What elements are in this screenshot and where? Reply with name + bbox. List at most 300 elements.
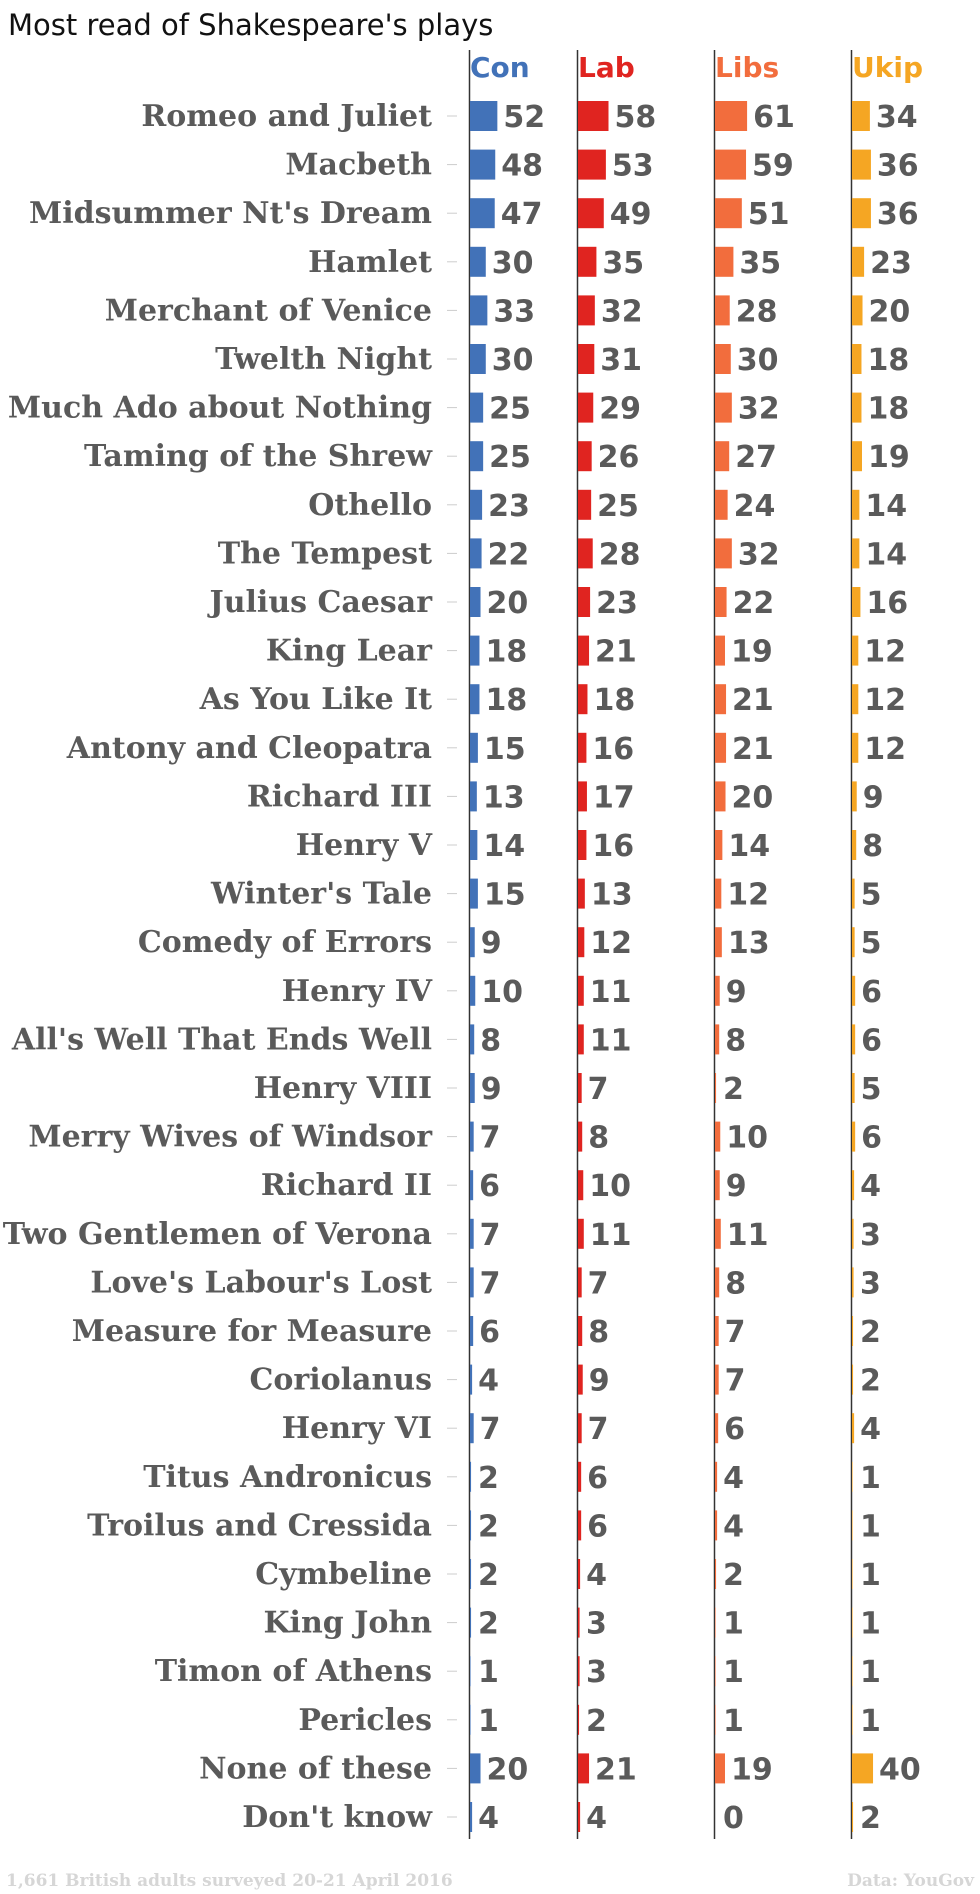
data-label-libs: 22 xyxy=(732,586,775,621)
data-label-ukip: 20 xyxy=(868,294,911,330)
bar-lab xyxy=(578,1608,580,1638)
bar-ukip xyxy=(852,490,859,520)
data-label-con: 13 xyxy=(482,780,525,816)
category-label: Measure for Measure xyxy=(71,1314,432,1349)
data-label-lab: 18 xyxy=(593,683,636,719)
data-label-libs: 1 xyxy=(723,1655,744,1691)
bar-libs xyxy=(715,393,732,423)
bar-lab xyxy=(578,1510,581,1540)
bar-libs xyxy=(715,781,726,811)
data-label-libs: 8 xyxy=(725,1266,747,1302)
data-label-ukip: 1 xyxy=(860,1558,881,1593)
category-label: Henry VIII xyxy=(253,1071,432,1106)
data-label-con: 1 xyxy=(478,1655,499,1691)
category-label: Coriolanus xyxy=(249,1362,432,1398)
data-label-ukip: 16 xyxy=(866,586,909,621)
bar-lab xyxy=(578,247,596,277)
bar-ukip xyxy=(852,198,871,228)
data-label-con: 15 xyxy=(483,877,526,913)
category-label: All's Well That Ends Well xyxy=(11,1022,432,1058)
bar-lab xyxy=(578,1705,579,1735)
bar-lab xyxy=(578,1802,580,1832)
bar-lab xyxy=(578,1267,582,1297)
bar-ukip xyxy=(852,1219,854,1249)
data-label-libs: 13 xyxy=(727,926,770,962)
data-label-lab: 2 xyxy=(586,1703,607,1739)
category-label: Timon of Athens xyxy=(154,1654,432,1690)
category-label: As You Like It xyxy=(199,682,432,718)
bar-con xyxy=(470,976,475,1006)
data-label-ukip: 14 xyxy=(865,488,908,524)
data-label-lab: 25 xyxy=(597,488,639,524)
data-label-con: 6 xyxy=(479,1169,501,1205)
data-label-con: 47 xyxy=(500,197,543,233)
bar-con xyxy=(470,1024,474,1054)
data-label-ukip: 36 xyxy=(876,197,919,233)
bar-lab xyxy=(578,1656,580,1686)
bar-con xyxy=(470,1559,471,1589)
bar-ukip xyxy=(852,976,855,1006)
data-label-ukip: 6 xyxy=(861,1120,883,1156)
bar-ukip xyxy=(852,1802,853,1832)
bar-libs xyxy=(715,976,720,1006)
bar-con xyxy=(470,1073,475,1103)
bar-con xyxy=(470,636,479,666)
data-label-con: 2 xyxy=(478,1558,499,1593)
data-label-con: 20 xyxy=(486,586,529,621)
bar-libs xyxy=(715,1122,720,1152)
bar-ukip xyxy=(852,1559,853,1589)
data-label-libs: 4 xyxy=(723,1460,744,1496)
bar-libs xyxy=(715,879,721,909)
bar-ukip xyxy=(852,1316,853,1346)
bar-libs xyxy=(715,441,729,471)
bar-libs xyxy=(715,1267,719,1297)
party-headers xyxy=(470,51,923,84)
bar-con xyxy=(470,1316,473,1346)
data-label-libs: 20 xyxy=(731,780,774,816)
category-label: Henry VI xyxy=(281,1411,432,1447)
category-label: Midsummer Nt's Dream xyxy=(29,196,432,232)
data-label-lab: 12 xyxy=(590,926,633,962)
data-label-lab: 16 xyxy=(592,829,635,864)
data-label-ukip: 1 xyxy=(860,1460,881,1496)
bar-lab xyxy=(578,441,592,471)
data-label-libs: 21 xyxy=(732,731,774,767)
bar-ukip xyxy=(852,1024,855,1054)
data-label-con: 2 xyxy=(478,1460,499,1496)
category-label: Romeo and Juliet xyxy=(141,99,432,134)
data-label-ukip: 18 xyxy=(867,391,910,427)
data-label-ukip: 1 xyxy=(860,1655,881,1691)
bar-ukip xyxy=(852,1608,853,1638)
category-label: None of these xyxy=(199,1751,432,1787)
category-label: Titus Andronicus xyxy=(143,1459,432,1495)
category-label: Don't know xyxy=(242,1800,432,1835)
data-label-lab: 9 xyxy=(588,1363,610,1399)
bar-libs xyxy=(715,830,722,860)
data-label-con: 6 xyxy=(479,1315,501,1350)
bar-con xyxy=(470,393,483,423)
bar-lab xyxy=(578,879,585,909)
bar-ukip xyxy=(852,1073,855,1103)
bar-lab xyxy=(578,101,609,131)
data-label-libs: 19 xyxy=(730,634,773,670)
bar-libs xyxy=(715,1413,718,1443)
data-label-ukip: 5 xyxy=(860,877,882,913)
data-label-libs: 35 xyxy=(739,245,782,281)
bar-libs xyxy=(715,927,722,957)
bar-lab xyxy=(578,1462,581,1492)
bar-lab xyxy=(578,636,589,666)
bar-con xyxy=(470,295,487,325)
category-label: Twelth Night xyxy=(215,342,432,377)
data-label-lab: 3 xyxy=(586,1606,607,1642)
bar-libs xyxy=(715,587,727,617)
bar-ukip xyxy=(852,1510,853,1540)
data-label-con: 25 xyxy=(489,440,531,476)
data-label-ukip: 4 xyxy=(860,1412,881,1448)
data-label-con: 7 xyxy=(479,1412,501,1448)
data-label-ukip: 1 xyxy=(860,1509,881,1545)
data-label-libs: 51 xyxy=(747,197,790,233)
data-label-con: 14 xyxy=(483,829,526,864)
data-label-ukip: 4 xyxy=(860,1169,881,1205)
bar-con xyxy=(470,1170,473,1200)
data-label-libs: 8 xyxy=(725,1023,747,1059)
bar-con xyxy=(470,1608,471,1638)
bar-libs xyxy=(715,733,726,763)
bar-ukip xyxy=(852,441,862,471)
bar-libs xyxy=(715,295,730,325)
bar-lab xyxy=(578,1316,582,1346)
bar-libs xyxy=(715,101,747,131)
bar-libs xyxy=(715,344,731,374)
data-label-ukip: 5 xyxy=(860,1072,882,1107)
data-label-con: 25 xyxy=(489,391,531,427)
data-label-con: 4 xyxy=(478,1363,499,1399)
data-label-ukip: 1 xyxy=(860,1703,881,1739)
category-label: Richard III xyxy=(246,779,432,815)
bar-ukip xyxy=(852,1413,854,1443)
data-label-con: 9 xyxy=(480,1072,502,1107)
bar-con xyxy=(470,1365,472,1395)
bar-con xyxy=(470,344,486,374)
data-label-lab: 58 xyxy=(614,100,657,135)
data-label-libs: 11 xyxy=(726,1217,769,1253)
data-label-libs: 28 xyxy=(735,294,778,330)
data-label-con: 18 xyxy=(485,634,528,670)
category-label: Othello xyxy=(308,487,432,523)
bar-con xyxy=(470,441,483,471)
bar-lab xyxy=(578,781,587,811)
data-label-libs: 59 xyxy=(752,148,794,184)
bar-libs xyxy=(715,1365,719,1395)
bar-libs xyxy=(715,636,725,666)
category-label: Macbeth xyxy=(285,147,432,183)
category-label: King Lear xyxy=(265,633,432,669)
data-label-libs: 0 xyxy=(723,1801,744,1836)
data-label-libs: 32 xyxy=(737,537,780,573)
bar-ukip xyxy=(852,295,863,325)
bar-lab xyxy=(578,344,594,374)
bar-libs xyxy=(715,684,726,714)
bar-libs xyxy=(715,490,728,520)
series-header-libs: Libs xyxy=(715,51,780,84)
data-label-con: 8 xyxy=(480,1023,502,1059)
data-label-con: 23 xyxy=(488,488,530,524)
data-label-lab: 7 xyxy=(587,1412,609,1448)
category-label: Julius Caesar xyxy=(209,585,432,620)
data-label-ukip: 19 xyxy=(867,440,910,476)
data-label-lab: 10 xyxy=(589,1169,632,1205)
bar-con xyxy=(470,247,486,277)
data-label-con: 10 xyxy=(481,974,524,1010)
category-label: Two Gentlemen of Verona xyxy=(2,1216,432,1252)
data-label-lab: 29 xyxy=(599,391,642,427)
data-label-libs: 14 xyxy=(728,829,771,864)
bar-con xyxy=(470,781,477,811)
bar-ukip xyxy=(852,1753,873,1783)
bar-ukip xyxy=(852,830,856,860)
data-label-con: 7 xyxy=(479,1266,501,1302)
data-label-lab: 6 xyxy=(587,1509,609,1545)
data-label-libs: 2 xyxy=(723,1558,744,1593)
data-label-libs: 7 xyxy=(724,1315,746,1350)
bar-con xyxy=(470,927,475,957)
bar-lab xyxy=(578,295,595,325)
category-label: Comedy of Errors xyxy=(137,925,432,961)
bar-con xyxy=(470,1705,471,1735)
data-label-libs: 12 xyxy=(727,877,770,913)
bar-con xyxy=(470,150,495,180)
bar-libs xyxy=(715,1316,719,1346)
bar-ukip xyxy=(852,101,870,131)
bar-lab xyxy=(578,1219,584,1249)
data-label-ukip: 6 xyxy=(861,1023,883,1059)
bar-con xyxy=(470,1219,474,1249)
bar-libs xyxy=(715,1024,719,1054)
bar-con xyxy=(470,101,497,131)
bar-ukip xyxy=(852,636,858,666)
data-label-libs: 19 xyxy=(730,1752,773,1788)
data-label-con: 1 xyxy=(478,1703,499,1739)
bar-ukip xyxy=(852,1705,853,1735)
data-label-con: 30 xyxy=(491,343,534,378)
bar-con xyxy=(470,538,482,568)
data-label-con: 18 xyxy=(485,683,528,719)
data-label-con: 4 xyxy=(478,1801,499,1836)
data-label-lab: 6 xyxy=(587,1460,609,1496)
data-label-libs: 7 xyxy=(724,1363,746,1399)
bar-ukip xyxy=(852,247,864,277)
bar-lab xyxy=(578,587,590,617)
data-label-ukip: 12 xyxy=(864,634,907,670)
data-label-con: 48 xyxy=(501,148,543,184)
data-label-lab: 28 xyxy=(598,537,641,573)
bar-libs xyxy=(715,1608,716,1638)
data-label-con: 7 xyxy=(479,1120,501,1156)
data-label-ukip: 12 xyxy=(864,731,907,767)
bar-libs xyxy=(715,1656,716,1686)
data-label-lab: 8 xyxy=(588,1315,610,1350)
bar-libs xyxy=(715,1462,717,1492)
category-label: Antony and Cleopatra xyxy=(66,730,432,766)
bar-lab xyxy=(578,1365,583,1395)
bar-ukip xyxy=(852,1656,853,1686)
data-label-lab: 11 xyxy=(589,1217,632,1253)
data-label-ukip: 8 xyxy=(862,829,884,864)
series-header-lab: Lab xyxy=(578,51,635,84)
data-label-con: 20 xyxy=(486,1752,529,1788)
data-label-libs: 10 xyxy=(726,1120,769,1156)
series-header-con: Con xyxy=(470,51,530,84)
data-label-libs: 4 xyxy=(723,1509,744,1545)
bar-lab xyxy=(578,927,584,957)
category-label: Winter's Tale xyxy=(210,876,432,912)
data-label-libs: 32 xyxy=(737,391,780,427)
data-label-lab: 17 xyxy=(592,780,635,816)
bar-ukip xyxy=(852,1365,853,1395)
bar-ukip xyxy=(852,733,858,763)
category-label: Pericles xyxy=(298,1702,432,1738)
bar-ukip xyxy=(852,879,855,909)
data-label-ukip: 23 xyxy=(870,245,912,281)
bar-ukip xyxy=(852,781,857,811)
data-label-lab: 3 xyxy=(586,1655,607,1691)
data-label-libs: 2 xyxy=(723,1072,744,1107)
category-label: Hamlet xyxy=(308,244,432,280)
category-label: Richard II xyxy=(260,1168,432,1204)
data-label-con: 2 xyxy=(478,1509,499,1545)
data-label-lab: 8 xyxy=(588,1120,610,1156)
bar-lab xyxy=(578,733,586,763)
bar-ukip xyxy=(852,1462,853,1492)
bars xyxy=(470,100,921,1836)
bar-lab xyxy=(578,198,604,228)
footer-note: 1,661 British adults surveyed 20-21 April 2016 xyxy=(6,1871,453,1891)
bar-con xyxy=(470,879,478,909)
chart-title: Most read of Shakespeare's plays xyxy=(8,8,494,42)
bar-ukip xyxy=(852,1267,854,1297)
data-label-ukip: 14 xyxy=(865,537,908,573)
data-label-lab: 35 xyxy=(602,245,645,281)
category-label: Taming of the Shrew xyxy=(83,439,432,475)
category-label: Henry IV xyxy=(281,973,432,1009)
bar-con xyxy=(470,733,478,763)
data-label-lab: 49 xyxy=(609,197,652,233)
data-label-lab: 32 xyxy=(600,294,643,330)
bar-con xyxy=(470,1656,471,1686)
data-label-ukip: 18 xyxy=(867,343,910,378)
data-label-ukip: 3 xyxy=(860,1266,881,1302)
bar-con xyxy=(470,490,482,520)
data-label-lab: 11 xyxy=(589,974,632,1010)
data-label-ukip: 3 xyxy=(860,1217,881,1253)
data-label-libs: 21 xyxy=(732,683,774,719)
data-label-ukip: 36 xyxy=(876,148,919,184)
data-label-lab: 4 xyxy=(586,1801,607,1836)
bar-lab xyxy=(578,684,587,714)
bar-lab xyxy=(578,538,593,568)
bar-con xyxy=(470,684,479,714)
bar-libs xyxy=(715,198,742,228)
bar-con xyxy=(470,830,477,860)
category-label: Merchant of Venice xyxy=(104,293,432,329)
bar-libs xyxy=(715,150,746,180)
bar-lab xyxy=(578,1170,583,1200)
series-header-ukip: Ukip xyxy=(852,51,923,84)
bar-ukip xyxy=(852,150,871,180)
data-label-lab: 31 xyxy=(600,343,643,378)
data-label-ukip: 1 xyxy=(860,1606,881,1642)
data-label-lab: 11 xyxy=(589,1023,632,1059)
data-label-con: 22 xyxy=(487,537,530,573)
data-label-libs: 61 xyxy=(753,100,795,135)
bar-con xyxy=(470,1753,481,1783)
bar-ukip xyxy=(852,393,861,423)
data-label-con: 7 xyxy=(479,1217,501,1253)
bar-ukip xyxy=(852,587,860,617)
category-label: The Tempest xyxy=(217,536,432,572)
data-label-libs: 27 xyxy=(735,440,777,476)
bar-con xyxy=(470,1413,474,1443)
bar-libs xyxy=(715,1753,725,1783)
data-label-lab: 13 xyxy=(590,877,633,913)
category-label: Much Ado about Nothing xyxy=(7,390,432,426)
category-label: Merry Wives of Windsor xyxy=(28,1119,432,1155)
bar-libs xyxy=(715,247,733,277)
data-label-con: 30 xyxy=(491,245,534,281)
data-label-ukip: 5 xyxy=(860,926,882,962)
data-label-ukip: 12 xyxy=(864,683,907,719)
data-label-lab: 21 xyxy=(595,634,637,670)
data-label-con: 15 xyxy=(483,731,526,767)
data-label-ukip: 2 xyxy=(860,1315,881,1350)
data-label-lab: 16 xyxy=(592,731,635,767)
category-label: King John xyxy=(263,1605,432,1641)
bar-ukip xyxy=(852,1170,854,1200)
bar-lab xyxy=(578,976,584,1006)
bar-lab xyxy=(578,830,586,860)
data-label-lab: 7 xyxy=(587,1072,609,1107)
bar-lab xyxy=(578,1559,580,1589)
data-label-libs: 24 xyxy=(733,488,776,524)
bar-ukip xyxy=(852,927,855,957)
data-label-con: 9 xyxy=(480,926,502,962)
data-label-libs: 9 xyxy=(725,1169,747,1205)
bar-con xyxy=(470,1267,474,1297)
data-label-libs: 1 xyxy=(723,1606,744,1642)
footer-source: Data: YouGov xyxy=(847,1871,974,1891)
bar-libs xyxy=(715,538,732,568)
bar-lab xyxy=(578,1122,582,1152)
bar-libs xyxy=(715,1219,721,1249)
bar-lab xyxy=(578,1024,584,1054)
data-label-libs: 30 xyxy=(736,343,779,378)
data-label-con: 33 xyxy=(493,294,536,330)
bar-libs xyxy=(715,1559,716,1589)
bar-con xyxy=(470,1510,471,1540)
category-label: Troilus and Cressida xyxy=(87,1508,432,1544)
bar-libs xyxy=(715,1170,720,1200)
bar-ukip xyxy=(852,344,861,374)
category-label: Love's Labour's Lost xyxy=(90,1265,432,1301)
bar-ukip xyxy=(852,1122,855,1152)
data-label-libs: 1 xyxy=(723,1703,744,1739)
bar-lab xyxy=(578,490,591,520)
data-label-lab: 53 xyxy=(611,148,654,184)
